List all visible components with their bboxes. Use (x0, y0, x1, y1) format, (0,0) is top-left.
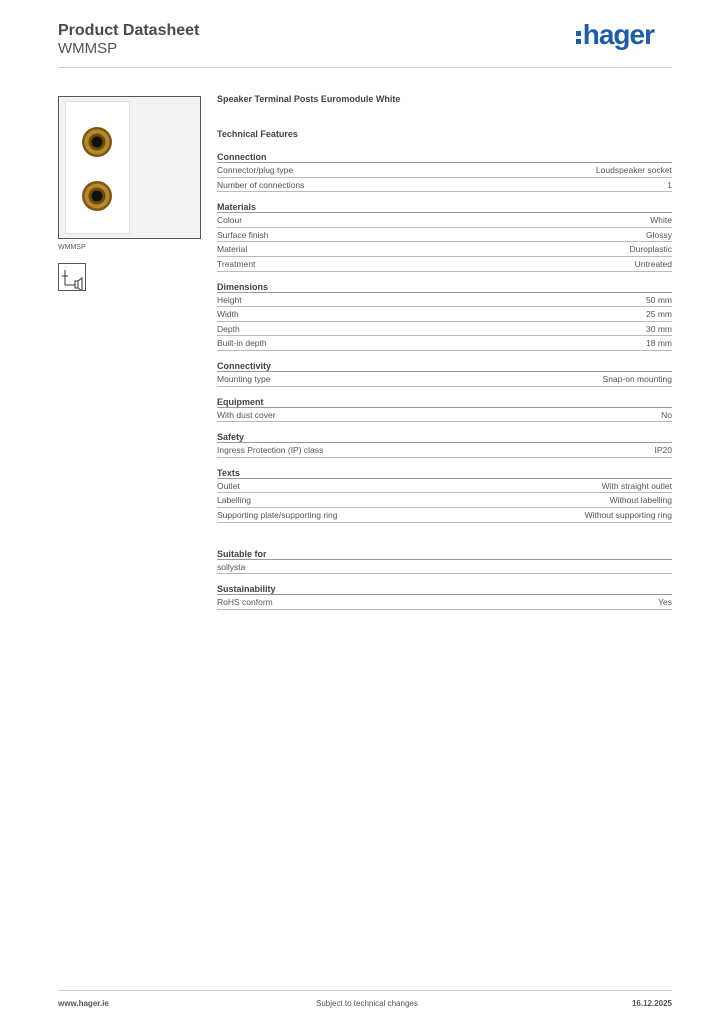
feature-value: With straight outlet (601, 480, 672, 491)
section-dimensions (217, 281, 672, 351)
feature-row (217, 479, 672, 494)
feature-label: Surface finish (217, 229, 269, 240)
feature-label: sollysta (217, 561, 246, 572)
feature-label: RoHS conform (217, 597, 273, 608)
feature-row (217, 257, 672, 272)
section-suitable-for (217, 548, 672, 575)
feature-row (217, 322, 672, 337)
feature-sections (217, 151, 672, 610)
feature-value: Loudspeaker socket (595, 165, 672, 175)
feature-value: Untreated (634, 258, 672, 269)
feature-row (217, 213, 672, 228)
feature-value: Glossy (646, 229, 672, 240)
feature-label: Depth (217, 323, 240, 334)
footer-date: 16.12.2025 (631, 999, 672, 1008)
feature-value: Duroplastic (629, 244, 672, 255)
logo-text: hager (582, 19, 654, 50)
footer-website: www.hager.ie (58, 999, 109, 1008)
feature-value: No (661, 409, 672, 420)
feature-label: With dust cover (217, 409, 276, 420)
section-title: Dimensions (217, 281, 672, 293)
feature-label: Width (217, 309, 239, 320)
feature-label: Built-in depth (217, 338, 267, 349)
feature-value: IP20 (654, 445, 672, 456)
feature-value: 25 mm (646, 309, 672, 320)
feature-label: Height (217, 294, 242, 305)
feature-row (217, 228, 672, 243)
section-title: Sustainability (217, 583, 672, 595)
section-connection (217, 151, 672, 192)
feature-label: Material (217, 244, 248, 255)
section-title: Equipment (217, 396, 672, 408)
feature-row (217, 595, 672, 610)
section-title: Safety (217, 431, 672, 443)
image-caption: WMMSP (58, 244, 86, 251)
feature-row (217, 560, 672, 575)
section-safety (217, 431, 672, 458)
feature-row (217, 336, 672, 351)
feature-label: Labelling (217, 495, 252, 506)
product-name: Speaker Terminal Posts Euromodule White (217, 94, 401, 104)
feature-value: Snap-on mounting (602, 373, 672, 384)
hager-logo (576, 20, 654, 50)
feature-label: Treatment (217, 258, 256, 269)
feature-row (217, 163, 672, 178)
section-texts (217, 467, 672, 523)
product-image (58, 96, 201, 239)
page-header (58, 19, 672, 68)
feature-value: Without labelling (609, 495, 672, 506)
feature-row (217, 493, 672, 508)
feature-label: Connector/plug type (217, 165, 294, 175)
technical-features (217, 94, 672, 619)
speaker-terminal-post (82, 127, 112, 157)
speaker-terminal-post (82, 181, 112, 211)
feature-label: Supporting plate/supporting ring (217, 509, 338, 520)
feature-row (217, 242, 672, 257)
feature-value: 50 mm (646, 294, 672, 305)
loudspeaker-symbol-icon (58, 263, 86, 291)
product-code: WMMSP (58, 40, 118, 57)
feature-row (217, 443, 672, 458)
feature-row (217, 293, 672, 308)
technical-features-title: Technical Features (217, 129, 298, 139)
section-connectivity (217, 360, 672, 387)
feature-row (217, 408, 672, 423)
section-equipment (217, 396, 672, 423)
feature-label: Ingress Protection (IP) class (217, 445, 324, 456)
feature-value: Yes (658, 597, 672, 608)
section-title: Texts (217, 467, 672, 479)
euromodule-plate (65, 101, 130, 234)
feature-value: White (650, 215, 672, 226)
section-title: Materials (217, 201, 672, 213)
feature-label: Number of connections (217, 179, 305, 190)
feature-label: Outlet (217, 480, 240, 491)
section-title: Suitable for (217, 548, 672, 560)
feature-row (217, 178, 672, 193)
section-sustainability (217, 583, 672, 610)
section-title: Connection (217, 151, 672, 163)
feature-row (217, 372, 672, 387)
document-title: Product Datasheet (58, 22, 200, 39)
section-title: Connectivity (217, 360, 672, 372)
feature-value: Without supporting ring (584, 509, 672, 520)
feature-row (217, 307, 672, 322)
feature-label: Colour (217, 215, 243, 226)
feature-row (217, 508, 672, 523)
footer-notice: Subject to technical changes (316, 999, 418, 1008)
logo-dots-icon (576, 31, 581, 44)
feature-value: 1 (667, 179, 672, 190)
feature-value: 18 mm (646, 338, 672, 349)
feature-value: 30 mm (646, 323, 672, 334)
feature-label: Mounting type (217, 373, 271, 384)
page-footer (58, 990, 672, 1012)
section-materials (217, 201, 672, 271)
